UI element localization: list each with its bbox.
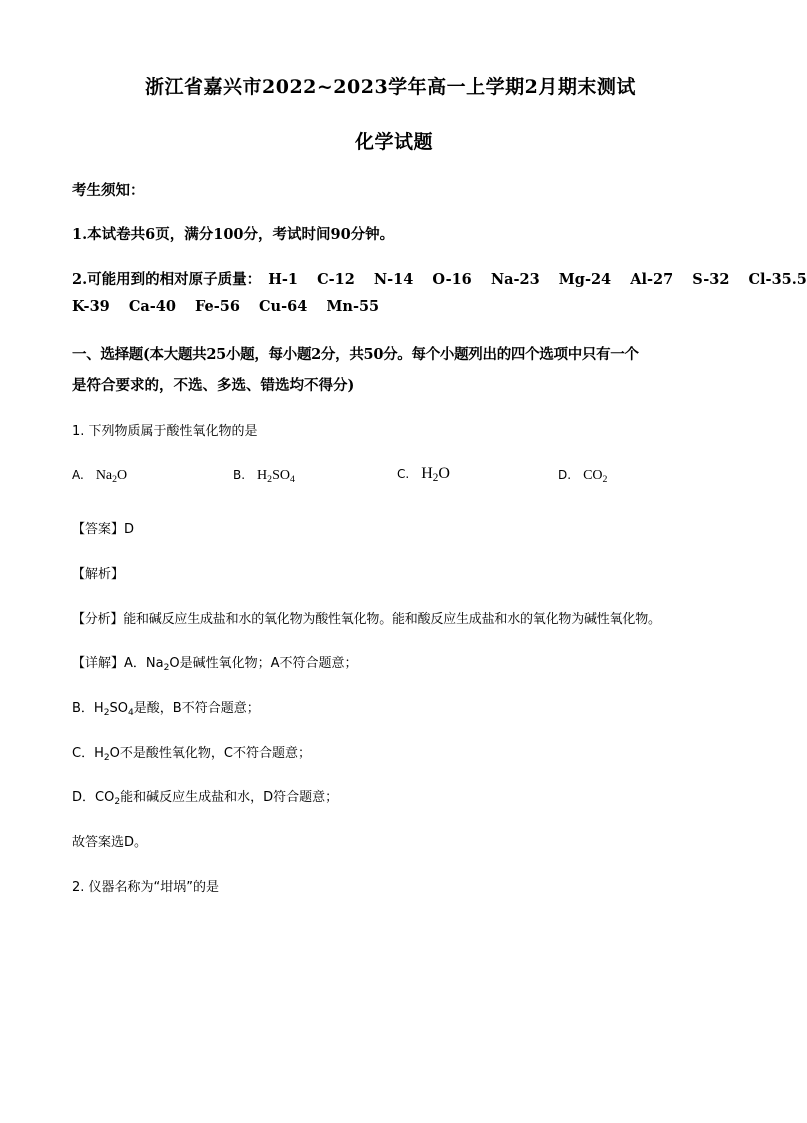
exam-subtitle: 化学试题 [355, 131, 434, 153]
mass-item: Ca-40 [128, 298, 176, 315]
notice-line-2-label: 2.可能用到的相对原子质量： [72, 271, 262, 288]
question-1-detail-c: C．$H_2O$不是酸性氧化物，C不符合题意； [72, 746, 311, 763]
mass-item: H-1 [268, 271, 299, 288]
question-1-detail-a: 【详解】A．$Na_2O$是碱性氧化物；A不符合题意； [72, 656, 358, 673]
notice-heading: 考生须知： [72, 182, 145, 199]
mass-item: Cu-64 [259, 298, 308, 315]
option-formula: $H_2SO_4$ [257, 468, 295, 485]
notice-line-2 [72, 268, 807, 289]
mass-item: Mn-55 [326, 298, 380, 315]
question-1-conclusion: 故答案选D。 [72, 835, 148, 850]
mass-item: N-14 [373, 271, 414, 288]
question-1-analysis: 【分析】能和碱反应生成盐和水的氧化物为酸性氧化物。能和酸反应生成盐和水的氧化物为碱性氧化物。 [72, 612, 661, 627]
mass-item: O-16 [432, 271, 472, 288]
mass-item: K-39 [72, 298, 110, 315]
option-letter: B. [233, 468, 246, 482]
notice-line-3 [72, 298, 379, 315]
section-1-instructions-line-1: 一、选择题(本大题共25小题，每小题2分，共50分。每个小题列出的四个选项中只有一个 [72, 346, 639, 363]
question-1-option-a [72, 466, 127, 484]
mass-item: Al-27 [630, 271, 674, 288]
question-1-option-c [397, 465, 450, 483]
mass-item: Mg-24 [558, 271, 612, 288]
question-1-detail-d: D．$CO_2$能和碱反应生成盐和水，D符合题意； [72, 790, 339, 807]
question-1-option-b [233, 466, 295, 484]
question-1-answer: 【答案】D [72, 522, 135, 537]
mass-item: Fe-56 [195, 298, 240, 315]
question-1-option-d [558, 466, 607, 484]
question-1-stem: 1. 下列物质属于酸性氧化物的是 [72, 424, 258, 439]
question-1-detail-b: B．$H_2SO_4$是酸，B不符合题意； [72, 701, 260, 718]
question-2-stem: 2. 仪器名称为“坩埚”的是 [72, 880, 220, 895]
option-letter: A. [72, 468, 84, 482]
exam-title: 浙江省嘉兴市2022~2023学年高一上学期2月期末测试 [145, 76, 636, 98]
option-letter: D. [558, 468, 572, 482]
mass-item: S-32 [692, 271, 730, 288]
section-1-instructions-line-2: 是符合要求的，不选、多选、错选均不得分) [72, 377, 355, 394]
notice-line-1: 1.本试卷共6页，满分100分，考试时间90分钟。 [72, 226, 395, 243]
mass-item: Cl-35.5 [748, 271, 807, 288]
mass-item: C-12 [317, 271, 355, 288]
question-1-analysis-heading: 【解析】 [72, 567, 125, 582]
mass-item: Na-23 [490, 271, 540, 288]
option-formula: $CO_2$ [583, 468, 608, 485]
option-formula: $H_2O$ [421, 465, 450, 484]
option-formula: $Na_2O$ [95, 468, 128, 485]
option-letter: C. [397, 467, 410, 481]
